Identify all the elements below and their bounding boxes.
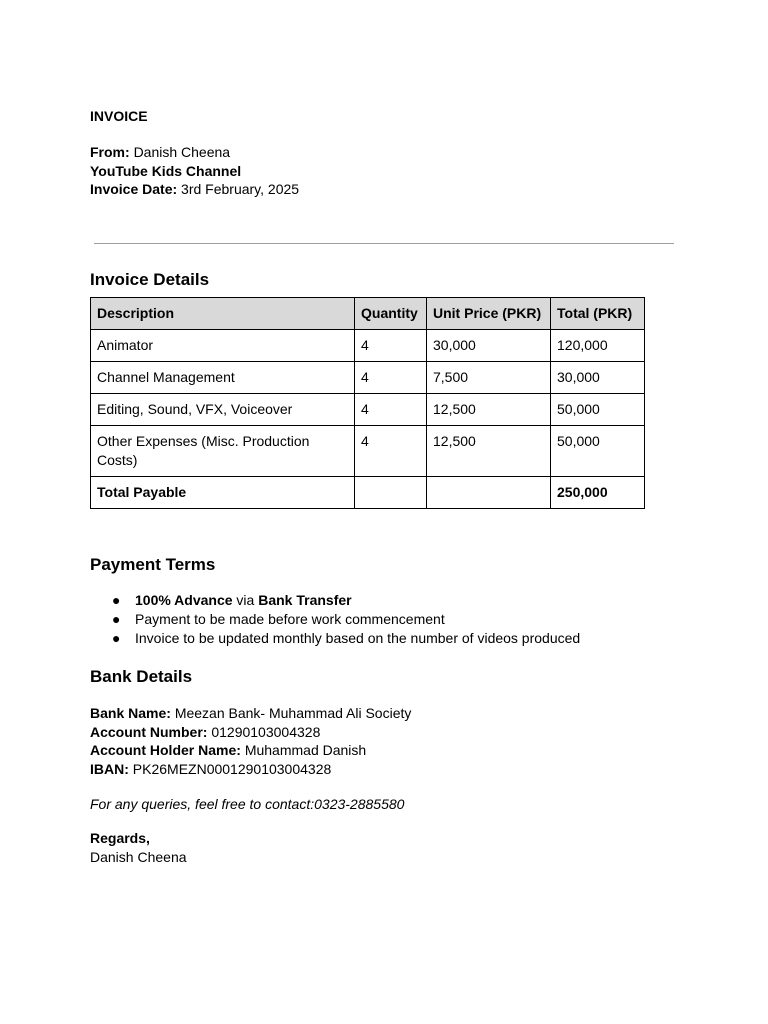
cell-total: 120,000 xyxy=(551,330,645,362)
cell-unit-price: 7,500 xyxy=(427,362,551,394)
cell-description: Other Expenses (Misc. Production Costs) xyxy=(91,426,355,477)
bullet-icon: ● xyxy=(112,592,121,608)
bank-details-heading: Bank Details xyxy=(90,667,193,686)
cell-quantity: 4 xyxy=(355,362,427,394)
cell-description: Channel Management xyxy=(91,362,355,394)
list-item xyxy=(90,610,580,629)
payment-term-text: Invoice to be updated monthly based on the number of videos produced xyxy=(135,630,581,646)
bullet-icon: ● xyxy=(112,611,121,627)
account-number-value: 01290103004328 xyxy=(211,723,321,740)
from-line xyxy=(90,143,299,162)
table-header-row xyxy=(91,298,645,330)
bank-details xyxy=(90,704,411,778)
cell-total: 50,000 xyxy=(551,426,645,477)
bank-name-value: Meezan Bank- Muhammad Ali Society xyxy=(174,705,412,721)
advance-text: 100% Advance xyxy=(135,592,233,608)
client-name: YouTube Kids Channel xyxy=(90,162,242,179)
payment-term-text: Payment to be made before work commencement xyxy=(135,611,445,627)
cell-unit-price: 30,000 xyxy=(427,330,551,362)
regards-label: Regards, xyxy=(90,830,150,846)
query-note: For any queries, feel free to contact:0323-2885580 xyxy=(90,796,405,812)
total-payable-value: 250,000 xyxy=(551,477,645,509)
cell-quantity: 4 xyxy=(355,330,427,362)
cell-quantity: 4 xyxy=(355,394,427,426)
cell-unit-price: 12,500 xyxy=(427,394,551,426)
invoice-details-heading: Invoice Details xyxy=(90,270,210,289)
iban-label: IBAN: xyxy=(90,760,129,777)
cell-unit-price: 12,500 xyxy=(427,426,551,477)
iban-line xyxy=(90,760,411,779)
bank-name-label: Bank Name: xyxy=(90,705,171,721)
from-label: From: xyxy=(90,144,130,160)
bank-transfer-text: Bank Transfer xyxy=(258,592,352,608)
invoice-date-line xyxy=(90,180,299,199)
bullet-icon: ● xyxy=(112,630,121,646)
invoice-date-value: 3rd February, 2025 xyxy=(181,181,300,197)
column-header-description: Description xyxy=(91,298,355,330)
payment-terms-list xyxy=(90,591,580,648)
cell-description: Editing, Sound, VFX, Voiceover xyxy=(91,394,355,426)
account-number-line xyxy=(90,723,411,742)
invoice-title: INVOICE xyxy=(90,108,148,124)
cell-total: 50,000 xyxy=(551,394,645,426)
invoice-meta xyxy=(90,143,299,199)
table-row xyxy=(91,394,645,426)
payment-terms-heading: Payment Terms xyxy=(90,555,216,574)
horizontal-divider xyxy=(94,243,674,244)
invoice-date-label: Invoice Date: xyxy=(90,181,178,197)
column-header-unit-price: Unit Price (PKR) xyxy=(427,298,551,330)
signature-block xyxy=(90,829,187,866)
cell-total: 30,000 xyxy=(551,362,645,394)
bank-name-line xyxy=(90,704,411,723)
table-total-row xyxy=(91,477,645,509)
table-row xyxy=(91,362,645,394)
account-holder-value: Muhammad Danish xyxy=(244,742,367,758)
column-header-total: Total (PKR) xyxy=(551,298,645,330)
via-text: via xyxy=(232,592,259,608)
signatory-name: Danish Cheena xyxy=(90,848,187,865)
list-item xyxy=(90,591,580,610)
account-holder-line xyxy=(90,741,411,760)
cell-quantity: 4 xyxy=(355,426,427,477)
cell-empty xyxy=(427,477,551,509)
total-payable-label: Total Payable xyxy=(91,477,355,509)
table-row xyxy=(91,330,645,362)
table-row xyxy=(91,426,645,477)
invoice-details-table xyxy=(90,297,645,509)
list-item xyxy=(90,629,580,648)
cell-description: Animator xyxy=(91,330,355,362)
account-holder-label: Account Holder Name: xyxy=(90,742,241,758)
cell-empty xyxy=(355,477,427,509)
from-value: Danish Cheena xyxy=(133,144,231,160)
account-number-label: Account Number: xyxy=(90,723,208,740)
column-header-quantity: Quantity xyxy=(355,298,427,330)
iban-value: PK26MEZN0001290103004328 xyxy=(132,760,332,777)
